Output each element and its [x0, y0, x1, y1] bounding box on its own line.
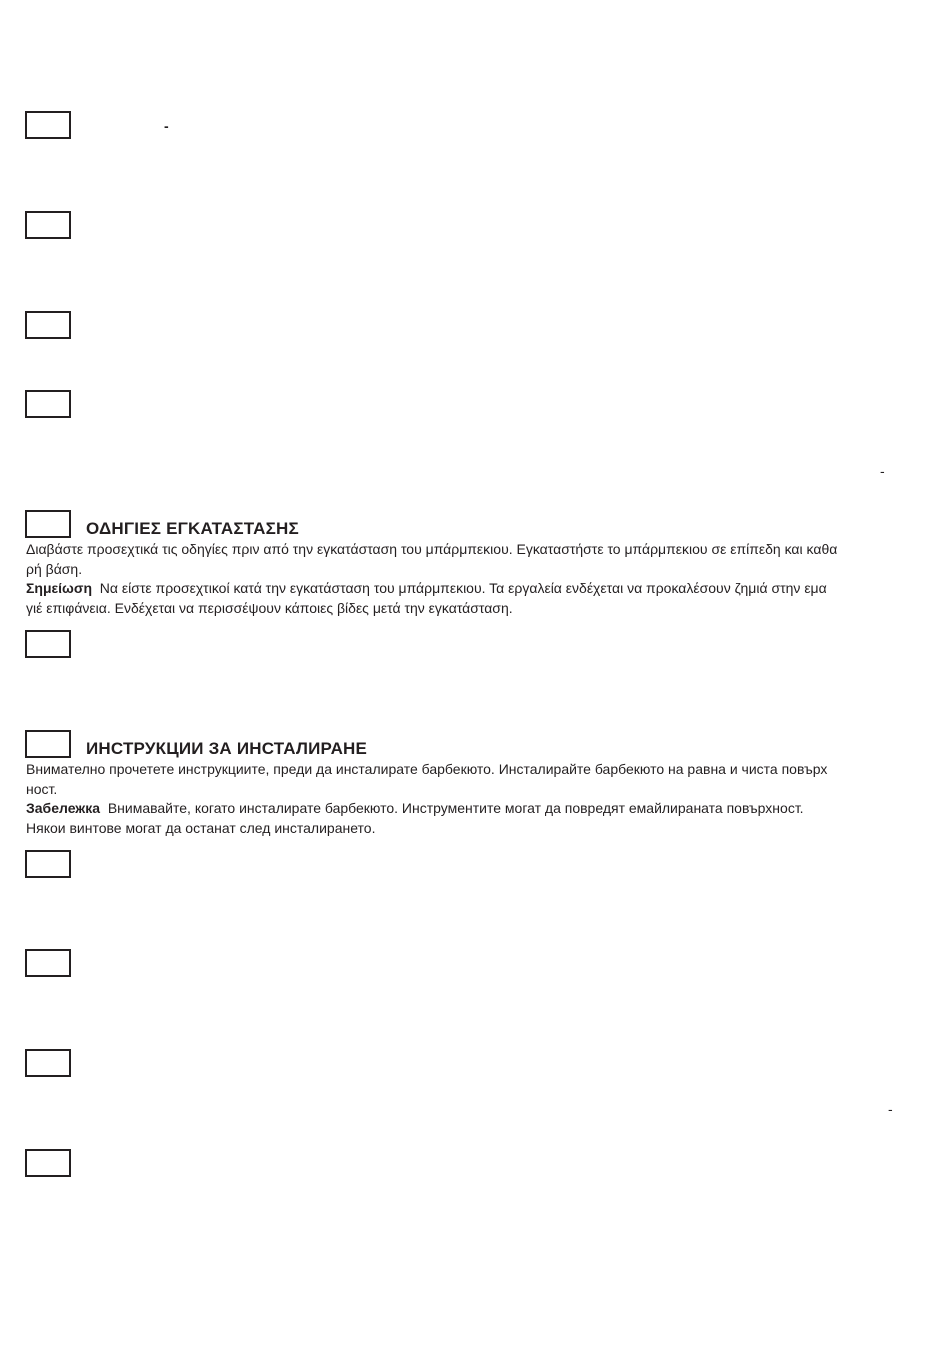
- language-checkbox-9: [25, 949, 71, 977]
- language-checkbox-2: [25, 211, 71, 239]
- bulgarian-instructions: [26, 760, 906, 838]
- bulgarian-note-line-1: [26, 799, 906, 819]
- language-checkbox-greek: [25, 510, 71, 538]
- bulgarian-intro-line-1: Внимателно прочетете инструкциите, преди да инсталирате барбекюто. Инсталирайте барбекюто на равна и чиста повърх: [26, 761, 828, 777]
- dash-mark-mid: -: [880, 463, 885, 479]
- bulgarian-note-text-1: Внимавайте, когато инсталирате барбекюто. Инструментите могат да повредят емайлираната повърхност.: [107, 800, 804, 816]
- greek-heading: ΟΔΗΓΙΕΣ ΕΓΚΑΤΑΣΤΑΣΗΣ: [86, 519, 299, 538]
- greek-note-label: Σημείωση: [26, 580, 93, 596]
- bulgarian-note-line-2: Някои винтове могат да останат след инсталирането.: [26, 819, 376, 836]
- greek-intro-line-2: ρή βάση.: [26, 560, 83, 577]
- language-checkbox-11: [25, 1149, 71, 1177]
- language-checkbox-3: [25, 311, 71, 339]
- language-checkbox-6: [25, 630, 71, 658]
- language-checkbox-1: [25, 111, 71, 139]
- language-checkbox-10: [25, 1049, 71, 1077]
- bulgarian-heading: ИНСТРУКЦИИ ЗА ИНСТАЛИРАНЕ: [86, 739, 368, 758]
- bulgarian-intro-line-2: ност.: [26, 780, 58, 797]
- greek-note-text-1: Να είστε προσεχτικοί κατά την εγκατάσταση του μπάρμπεκιου. Τα εργαλεία ενδέχεται να προκαλέσουν ζημιά στην εμα: [99, 580, 827, 596]
- dash-mark-top: -: [164, 118, 169, 134]
- greek-instructions: [26, 540, 906, 618]
- language-checkbox-bulgarian: [25, 730, 71, 758]
- language-checkbox-8: [25, 850, 71, 878]
- language-checkbox-4: [25, 390, 71, 418]
- greek-note-line-2: γιέ επιφάνεια. Ενδέχεται να περισσέψουν κάποιες βίδες μετά την εγκατάσταση.: [26, 599, 513, 616]
- dash-mark-bottom: -: [888, 1101, 893, 1117]
- bulgarian-note-label: Забележка: [26, 800, 101, 816]
- greek-note-line-1: [26, 579, 906, 599]
- greek-intro-line-1: Διαβάστε προσεχτικά τις οδηγίες πριν από την εγκατάσταση του μπάρμπεκιου. Εγκαταστήστε το μπάρμπεκιου σε επίπεδη και καθα: [26, 541, 838, 557]
